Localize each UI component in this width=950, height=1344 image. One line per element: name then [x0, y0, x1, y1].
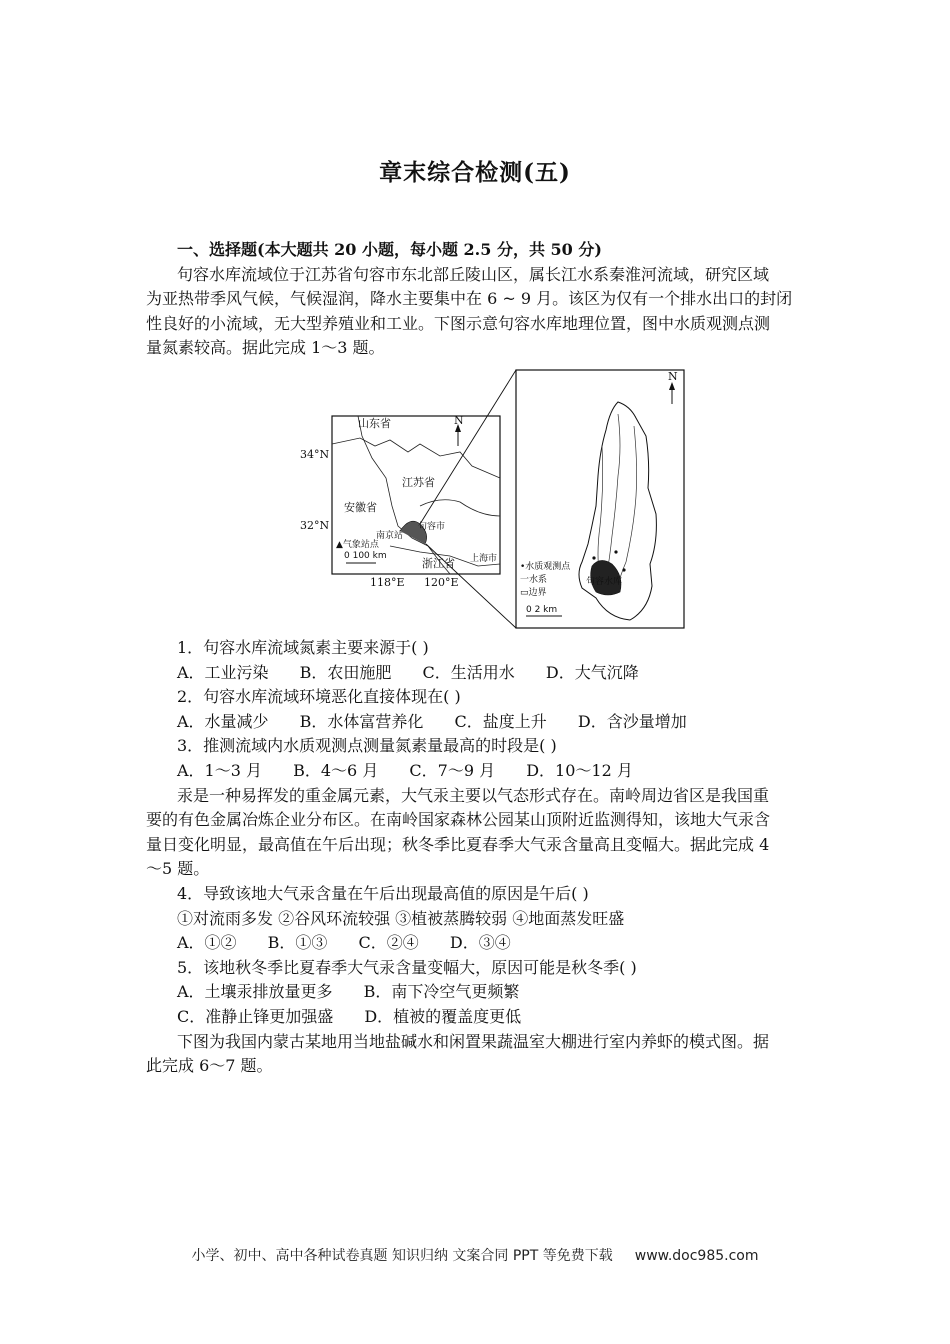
passage1-line-3: 性良好的小流域，无大型养殖业和工业。下图示意句容水库地理位置，图中水质观测点测 [146, 313, 771, 333]
passage2-line-2: 要的有色金属冶炼企业分布区。在南岭国家森林公园某山顶附近监测得知，该地大气汞含 [146, 810, 771, 830]
footer-site-link[interactable]: www.doc985.com [634, 1248, 759, 1264]
page-footer [0, 1245, 950, 1265]
q4-option-b[interactable]: B．①③ [267, 933, 328, 953]
passage2-line-3: 量日变化明显，最高值在午后出现；秋冬季比夏春季大气汞含量高且变幅大。据此完成 4 [146, 834, 770, 854]
q3-option-b[interactable]: B．4～6 月 [293, 760, 379, 780]
label-scale-left: 0 100 km [344, 551, 387, 561]
legend-border: ▭边界 [520, 588, 547, 598]
q5-option-d[interactable]: D．植被的覆盖度更低 [364, 1006, 522, 1026]
q5-option-a[interactable]: A．土壤汞排放量更多 [177, 982, 333, 1002]
q2-options [146, 710, 810, 735]
passage1-line-2: 为亚热带季风气候，气候湿润，降水主要集中在 6 ~ 9 月。该区为仅有一个排水出口的封闭 [146, 289, 793, 309]
q3-option-d[interactable]: D．10～12 月 [526, 760, 633, 780]
province-border-north [332, 438, 500, 478]
passage3-line-1: 下图为我国内蒙古某地用当地盐碱水和闲置果蔬温室大棚进行室内养虾的模式图。据 [177, 1031, 770, 1051]
label-shanghai: 上海市 [470, 554, 498, 564]
label-reservoir: 句容水库 [586, 577, 623, 587]
river-main [606, 414, 620, 580]
legend-obs-point: •水质观测点 [520, 562, 571, 572]
north-arrow-right-head [669, 382, 675, 390]
label-zhejiang: 浙江省 [422, 557, 455, 570]
q4-option-d[interactable]: D．③④ [449, 933, 511, 953]
obs-point-3 [622, 568, 625, 571]
label-lon120: 120°E [424, 576, 459, 589]
q2-option-b[interactable]: B．水体富营养化 [299, 711, 424, 731]
connector-top [420, 370, 516, 524]
q3-stem: 3．推测流域内水质观测点测量氮素量最高的时段是( ) [177, 736, 557, 756]
q3-option-c[interactable]: C．7～9 月 [409, 760, 496, 780]
q4-choices: ①对流雨多发 ②谷风环流较强 ③植被蒸腾较弱 ④地面蒸发旺盛 [177, 908, 625, 928]
q1-option-a[interactable]: A．工业污染 [177, 662, 269, 682]
q1-option-c[interactable]: C．生活用水 [422, 662, 515, 682]
q2-option-d[interactable]: D．含沙量增加 [577, 711, 687, 731]
label-jurong: 句容市 [418, 522, 446, 532]
q4-option-a[interactable]: A．①② [177, 933, 237, 953]
location-map [300, 366, 690, 631]
obs-point-1 [592, 556, 595, 559]
coastline [420, 500, 500, 516]
river-east [618, 426, 637, 586]
q3-options [146, 759, 810, 784]
footer-text: 小学、初中、高中各种试卷真题 知识归纳 文案合同 PPT 等免费下载 [191, 1248, 613, 1264]
passage1-line-1: 句容水库流域位于江苏省句容市东北部丘陵山区，属长江水系秦淮河流域，研究区域 [177, 264, 770, 284]
section-1 [146, 238, 810, 361]
page-title: 章末综合检测(五) [379, 159, 571, 186]
q2-option-c[interactable]: C．盐度上升 [454, 711, 547, 731]
obs-point-2 [614, 550, 617, 553]
q5-option-b[interactable]: B．南下冷空气更频繁 [363, 982, 520, 1002]
label-nanjing: 南京站 [376, 531, 404, 541]
q1-option-b[interactable]: B．农田施肥 [299, 662, 392, 682]
label-lat34: 34°N [300, 448, 330, 461]
label-jiangsu: 江苏省 [402, 476, 435, 489]
q5-options-row1 [146, 980, 810, 1005]
passage2-line-4: ～5 题。 [146, 859, 210, 879]
passage1-line-4: 量氮素较高。据此完成 1～3 题。 [146, 338, 385, 358]
north-label-left: N [454, 414, 464, 427]
q2-stem: 2．句容水库流域环境恶化直接体现在( ) [177, 687, 461, 707]
q1-options [146, 661, 810, 686]
label-scale-right: 0 2 km [526, 605, 558, 615]
q1-option-d[interactable]: D．大气沉降 [545, 662, 639, 682]
q5-option-c[interactable]: C．准静止锋更加强盛 [177, 1006, 334, 1026]
label-lat32: 32°N [300, 519, 330, 532]
label-anhui: 安徽省 [344, 501, 377, 514]
q5-stem: 5．该地秋冬季比夏春季大气汞含量变幅大，原因可能是秋冬季( ) [177, 957, 637, 977]
north-label-right: N [668, 370, 678, 383]
q2-option-a[interactable]: A．水量减少 [177, 711, 269, 731]
passage2-line-1: 汞是一种易挥发的重金属元素，大气汞主要以气态形式存在。南岭周边省区是我国重 [177, 785, 770, 805]
legend-water: 一水系 [520, 575, 548, 585]
q4-options [146, 931, 810, 956]
passage3-line-2: 此完成 6～7 题。 [146, 1056, 273, 1076]
q1-stem: 1．句容水库流域氮素主要来源于( ) [177, 638, 429, 657]
q5-options-row2 [146, 1005, 810, 1030]
label-lon118: 118°E [370, 576, 405, 589]
label-shandong: 山东省 [358, 417, 391, 430]
section-heading: 一、选择题(本大题共 20 小题，每小题 2.5 分，共 50 分) [177, 240, 602, 259]
q4-stem: 4．导致该地大气汞含量在午后出现最高值的原因是午后( ) [177, 883, 589, 903]
location-map-figure [300, 366, 690, 631]
q4-option-c[interactable]: C．②④ [358, 933, 419, 953]
section-questions [146, 636, 810, 1079]
label-weather-station: ▲气象站点 [336, 540, 379, 550]
q3-option-a[interactable]: A．1～3 月 [177, 760, 263, 780]
